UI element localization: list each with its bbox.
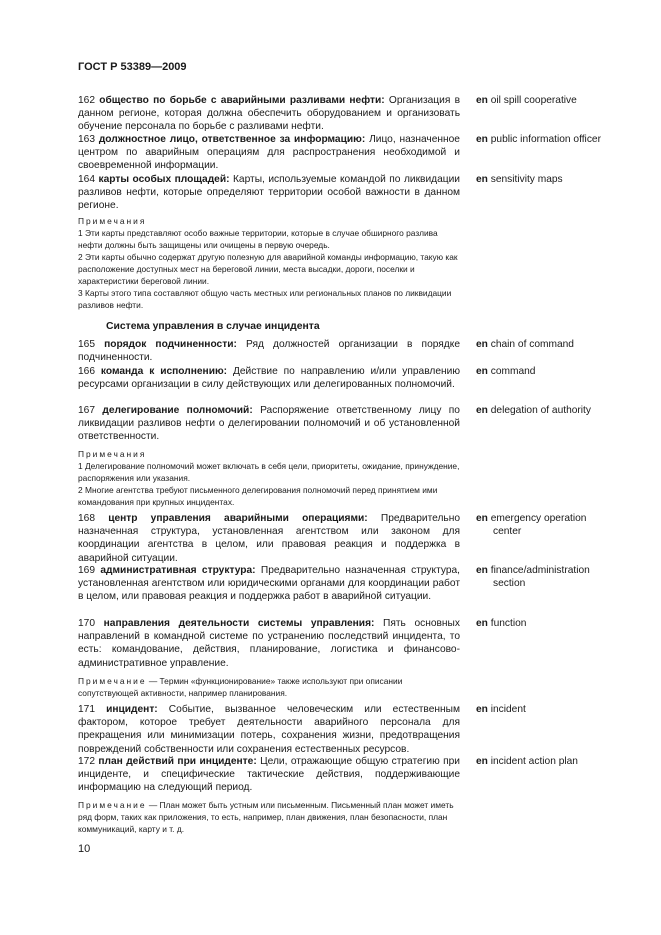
note-170 xyxy=(78,675,460,699)
lang-code: en xyxy=(476,134,488,145)
lang-code: en xyxy=(476,513,488,524)
english-term: delegation of authority xyxy=(490,405,591,416)
entry-term: план действий при инциденте: xyxy=(98,756,257,767)
entry-number: 167 xyxy=(78,405,95,416)
notes-heading: Примечания xyxy=(78,449,147,459)
english-term: incident xyxy=(490,704,526,715)
english-term-continuation: section xyxy=(493,578,526,590)
entry-number: 165 xyxy=(78,339,95,350)
entry-number: 170 xyxy=(78,618,95,629)
entry-167-english xyxy=(476,404,646,417)
note-item: 1 Делегирование полномочий может включать в себя цели, приоритеты, ожидание, принуждение, распоряжения или указания. xyxy=(78,461,460,483)
page-number: 10 xyxy=(78,843,91,855)
entry-169 xyxy=(78,564,460,604)
english-term: emergency operation xyxy=(490,513,587,524)
entry-definition: Событие, вызванное человеческим или естественным фактором, которое требует деятельности аварийного персонала для прекращения или минимизации потерь, сохранения жизни, предотвращения повреждений собственности или сохранения естественных ресурсов. xyxy=(78,704,460,755)
notes-block-164 xyxy=(78,215,460,311)
entry-164-english xyxy=(476,173,646,186)
english-term: command xyxy=(490,366,536,377)
english-term: finance/administration xyxy=(490,565,590,576)
note-item: 1 Эти карты представляют особо важные территории, которые в случае обширного разлива нефти должны быть защищены или очищены в первую очередь. xyxy=(78,228,438,250)
note-item: 2 Эти карты обычно содержат другую полезную для аварийной команды информацию, такую как расположение доступных мест на береговой линии, места высадки, дороги, поселки и характеристики береговой линии. xyxy=(78,252,458,286)
note-item: 3 Карты этого типа составляют общую часть местных или региональных планов по ликвидации разливов нефти. xyxy=(78,288,452,310)
english-term: incident action plan xyxy=(490,756,578,767)
standard-header: ГОСТ Р 53389—2009 xyxy=(78,61,187,73)
entry-171 xyxy=(78,703,460,756)
entry-165-english xyxy=(476,338,646,351)
entry-170 xyxy=(78,617,460,670)
entry-number: 162 xyxy=(78,95,95,106)
entry-171-english xyxy=(476,703,646,716)
entry-number: 166 xyxy=(78,366,95,377)
entry-number: 171 xyxy=(78,704,95,715)
entry-165 xyxy=(78,338,460,364)
note-item: 2 Многие агентства требуют письменного делегирования полномочий перед принятием ими командования при крупных инцидентах. xyxy=(78,485,438,507)
notes-heading: Примечания xyxy=(78,216,147,226)
entry-166 xyxy=(78,365,460,391)
entry-term: центр управления аварийными операциями: xyxy=(108,513,368,524)
note-text: — План может быть устным или письменным. Письменный план может иметь ряд форм, таких как приложения, то есть, например, план движения, план безопасности, план коммуникаций, карту и т. д. xyxy=(78,800,454,834)
entry-definition: Действие по направлению и/или управлению ресурсами организации в силу действующих или делегированных полномочий. xyxy=(78,366,460,391)
entry-166-english xyxy=(476,365,646,378)
entry-definition: Предварительно назначенная структура, установленная агентством или законом для координации агентства в целом, или правовая реакция и поддержка в аварийной ситуации. xyxy=(78,513,460,564)
english-term: sensitivity maps xyxy=(490,174,563,185)
lang-code: en xyxy=(476,405,488,416)
entry-170-english xyxy=(476,617,646,630)
entry-definition: Предварительно назначенная структура, установленная агентством или юридическими органами для координации работ в целом, или правовая реакция и поддержка работ в аварийной ситуации. xyxy=(78,565,460,603)
entry-definition: Распоряжение ответственному лицу по ликвидации разливов нефти о делегировании полномочий и об установленной ответственности. xyxy=(78,405,460,443)
entry-number: 172 xyxy=(78,756,95,767)
note-172 xyxy=(78,799,460,835)
entry-169-english xyxy=(476,564,646,590)
lang-code: en xyxy=(476,366,488,377)
entry-163-english xyxy=(476,133,646,146)
lang-code: en xyxy=(476,704,488,715)
english-term-continuation: center xyxy=(493,526,522,538)
notes-block-167 xyxy=(78,448,460,508)
entry-172 xyxy=(78,755,460,795)
note-heading: Примечание xyxy=(78,800,147,810)
entry-172-english xyxy=(476,755,646,768)
entry-definition: Ряд должностей организации в порядке подчиненности. xyxy=(78,339,460,364)
entry-164 xyxy=(78,173,460,213)
english-term: public information officer xyxy=(490,134,601,145)
english-term: oil spill cooperative xyxy=(490,95,577,106)
lang-code: en xyxy=(476,174,488,185)
english-term: chain of command xyxy=(490,339,574,350)
section-title: Система управления в случае инцидента xyxy=(106,321,320,332)
note-text: — Термин «функционирование» также используют при описании сопутствующей активности, например планирования. xyxy=(78,676,403,698)
entry-definition: Пять основных направлений в командной системе по устранению последствий инцидента, то есть: командование, действия, планирование, логистика и финансово-административное управление. xyxy=(78,618,460,669)
note-heading: Примечание xyxy=(78,676,147,686)
entry-167 xyxy=(78,404,460,444)
entry-number: 164 xyxy=(78,174,95,185)
lang-code: en xyxy=(476,95,488,106)
lang-code: en xyxy=(476,618,488,629)
entry-163 xyxy=(78,133,460,173)
entry-number: 168 xyxy=(78,513,95,524)
entry-162-english xyxy=(476,94,646,107)
lang-code: en xyxy=(476,565,488,576)
entry-term: команда к исполнению: xyxy=(100,366,228,377)
lang-code: en xyxy=(476,339,488,350)
entry-definition: Организация в данном регионе, которая должна обеспечить оборудованием и организовать обучение персонала по борьбе с разливами нефти. xyxy=(78,95,460,133)
entry-term: делегирование полномочий: xyxy=(102,405,253,416)
entry-number: 163 xyxy=(78,134,95,145)
entry-term: порядок подчиненности: xyxy=(104,339,237,350)
entry-term: общество по борьбе с аварийными разливами нефти: xyxy=(99,95,385,106)
entry-term: карты особых площадей: xyxy=(98,174,230,185)
entry-162 xyxy=(78,94,460,134)
entry-number: 169 xyxy=(78,565,95,576)
english-term: function xyxy=(490,618,527,629)
entry-definition: Цели, отражающие общую стратегию при инциденте, и специфические тактические действия, поддерживающие информацию на следующий период. xyxy=(78,756,460,794)
entry-term: направления деятельности системы управления: xyxy=(103,618,375,629)
lang-code: en xyxy=(476,756,488,767)
entry-168-english xyxy=(476,512,646,538)
entry-term: инцидент: xyxy=(106,704,158,715)
entry-definition: Лицо, назначенное центром по аварийным операциям для распространения необходимой и своевременной информации. xyxy=(78,134,460,172)
entry-term: административная структура: xyxy=(100,565,256,576)
entry-definition: Карты, используемые командой по ликвидации разливов нефти, которые определяют территории особой важности в данном регионе. xyxy=(78,174,460,212)
entry-168 xyxy=(78,512,460,565)
entry-term: должностное лицо, ответственное за информацию: xyxy=(98,134,366,145)
